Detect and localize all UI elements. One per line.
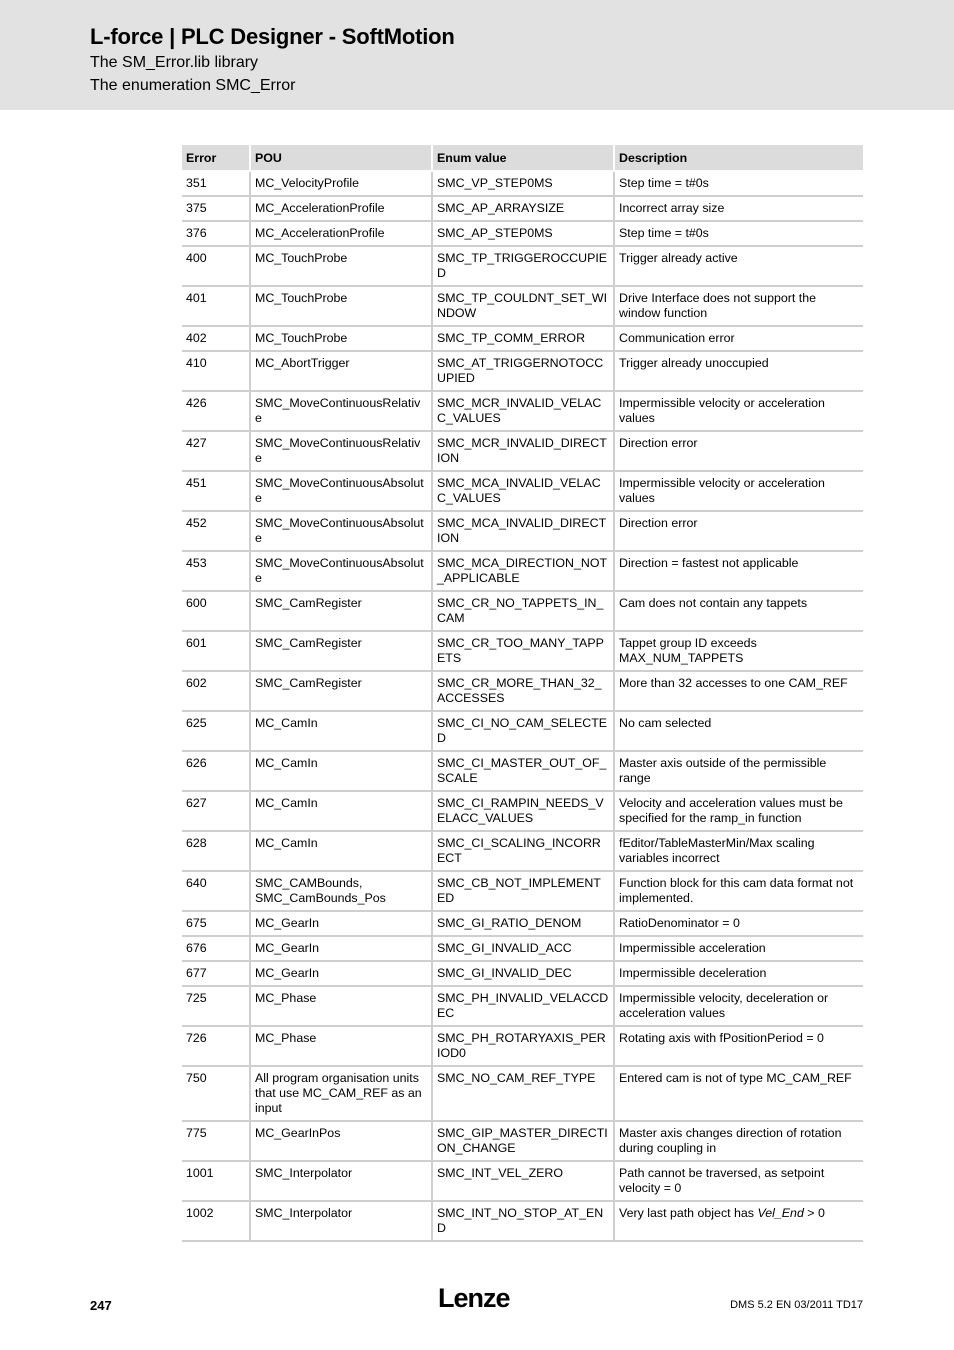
error-code-cell: 601	[182, 631, 250, 671]
pou-cell: MC_GearIn	[250, 936, 432, 961]
enum-value-cell: SMC_AT_TRIGGERNOTOCCUPIED	[432, 351, 614, 391]
page-number: 247	[90, 1298, 112, 1313]
pou-cell: MC_GearIn	[250, 961, 432, 986]
table-row	[182, 196, 863, 221]
description-cell: Trigger already unoccupied	[614, 351, 863, 391]
error-code-cell: 627	[182, 791, 250, 831]
error-code-cell: 625	[182, 711, 250, 751]
pou-cell: SMC_MoveContinuousAbsolute	[250, 471, 432, 511]
table-row	[182, 221, 863, 246]
table-row	[182, 671, 863, 711]
enum-value-cell: SMC_CI_SCALING_INCORRECT	[432, 831, 614, 871]
pou-cell: SMC_CamRegister	[250, 631, 432, 671]
pou-cell: MC_CamIn	[250, 831, 432, 871]
error-code-cell: 427	[182, 431, 250, 471]
description-cell: Very last path object has Vel_End > 0	[614, 1201, 863, 1241]
pou-cell: SMC_MoveContinuousAbsolute	[250, 511, 432, 551]
description-cell: RatioDenominator = 0	[614, 911, 863, 936]
error-code-cell: 750	[182, 1066, 250, 1121]
table-row	[182, 1066, 863, 1121]
document-title: L-force | PLC Designer - SoftMotion	[90, 24, 455, 49]
pou-cell: SMC_MoveContinuousAbsolute	[250, 551, 432, 591]
error-code-cell: 426	[182, 391, 250, 431]
column-header-description: Description	[614, 145, 863, 171]
page-header	[0, 0, 954, 110]
table-row	[182, 551, 863, 591]
description-cell: Communication error	[614, 326, 863, 351]
table-header-row	[182, 145, 863, 171]
description-cell: Direction error	[614, 511, 863, 551]
description-cell: Impermissible deceleration	[614, 961, 863, 986]
table-row	[182, 471, 863, 511]
table-row	[182, 286, 863, 326]
table-row	[182, 391, 863, 431]
enum-value-cell: SMC_PH_ROTARYAXIS_PERIOD0	[432, 1026, 614, 1066]
error-code-cell: 376	[182, 221, 250, 246]
table-row	[182, 986, 863, 1026]
pou-cell: SMC_CamRegister	[250, 671, 432, 711]
error-code-cell: 676	[182, 936, 250, 961]
pou-cell: MC_AccelerationProfile	[250, 196, 432, 221]
error-code-cell: 1002	[182, 1201, 250, 1241]
description-cell: Direction error	[614, 431, 863, 471]
description-cell: Tappet group ID exceeds MAX_NUM_TAPPETS	[614, 631, 863, 671]
document-reference: DMS 5.2 EN 03/2011 TD17	[730, 1299, 863, 1311]
enum-value-cell: SMC_TP_TRIGGEROCCUPIED	[432, 246, 614, 286]
pou-cell: MC_CamIn	[250, 751, 432, 791]
enum-value-cell: SMC_CI_RAMPIN_NEEDS_VELACC_VALUES	[432, 791, 614, 831]
description-cell: Entered cam is not of type MC_CAM_REF	[614, 1066, 863, 1121]
description-cell: No cam selected	[614, 711, 863, 751]
table-row	[182, 751, 863, 791]
table-row	[182, 246, 863, 286]
table-row	[182, 831, 863, 871]
pou-cell: MC_CamIn	[250, 711, 432, 751]
table-row	[182, 631, 863, 671]
pou-cell: MC_GearIn	[250, 911, 432, 936]
enum-value-cell: SMC_INT_VEL_ZERO	[432, 1161, 614, 1201]
pou-cell: MC_CamIn	[250, 791, 432, 831]
pou-cell: MC_GearInPos	[250, 1121, 432, 1161]
enum-value-cell: SMC_CR_MORE_THAN_32_ACCESSES	[432, 671, 614, 711]
table-row	[182, 431, 863, 471]
description-cell: Impermissible velocity or acceleration values	[614, 391, 863, 431]
description-cell: Incorrect array size	[614, 196, 863, 221]
pou-cell: MC_AccelerationProfile	[250, 221, 432, 246]
description-cell: fEditor/TableMasterMin/Max scaling variables incorrect	[614, 831, 863, 871]
error-code-cell: 600	[182, 591, 250, 631]
table-row	[182, 1161, 863, 1201]
table-row	[182, 936, 863, 961]
table-body	[182, 171, 863, 1241]
enum-value-cell: SMC_TP_COULDNT_SET_WINDOW	[432, 286, 614, 326]
error-code-cell: 410	[182, 351, 250, 391]
error-code-cell: 351	[182, 171, 250, 196]
description-cell: Impermissible acceleration	[614, 936, 863, 961]
pou-cell: MC_TouchProbe	[250, 326, 432, 351]
error-code-cell: 602	[182, 671, 250, 711]
column-header-enum-value: Enum value	[432, 145, 614, 171]
enum-value-cell: SMC_CR_TOO_MANY_TAPPETS	[432, 631, 614, 671]
column-header-pou: POU	[250, 145, 432, 171]
description-cell: Master axis outside of the permissible range	[614, 751, 863, 791]
pou-cell: MC_VelocityProfile	[250, 171, 432, 196]
enum-value-cell: SMC_MCA_DIRECTION_NOT_APPLICABLE	[432, 551, 614, 591]
enum-value-cell: SMC_MCA_INVALID_DIRECTION	[432, 511, 614, 551]
table-row	[182, 326, 863, 351]
enum-value-cell: SMC_CI_MASTER_OUT_OF_SCALE	[432, 751, 614, 791]
description-cell: Step time = t#0s	[614, 171, 863, 196]
enum-value-cell: SMC_CI_NO_CAM_SELECTED	[432, 711, 614, 751]
error-code-cell: 640	[182, 871, 250, 911]
error-code-cell: 400	[182, 246, 250, 286]
enum-value-cell: SMC_GI_RATIO_DENOM	[432, 911, 614, 936]
description-cell: Function block for this cam data format not implemented.	[614, 871, 863, 911]
description-cell: Impermissible velocity, deceleration or acceleration values	[614, 986, 863, 1026]
table-row	[182, 1121, 863, 1161]
pou-cell: MC_TouchProbe	[250, 246, 432, 286]
enum-value-cell: SMC_CR_NO_TAPPETS_IN_CAM	[432, 591, 614, 631]
enum-value-cell: SMC_AP_ARRAYSIZE	[432, 196, 614, 221]
table-row	[182, 591, 863, 631]
description-cell: Master axis changes direction of rotation during coupling in	[614, 1121, 863, 1161]
pou-cell: SMC_Interpolator	[250, 1161, 432, 1201]
lenze-logo: Lenze	[438, 1283, 510, 1313]
description-cell: Trigger already active	[614, 246, 863, 286]
error-code-cell: 775	[182, 1121, 250, 1161]
description-cell: Drive Interface does not support the window function	[614, 286, 863, 326]
error-code-cell: 401	[182, 286, 250, 326]
enum-value-cell: SMC_INT_NO_STOP_AT_END	[432, 1201, 614, 1241]
table-row	[182, 1026, 863, 1066]
description-cell: Rotating axis with fPositionPeriod = 0	[614, 1026, 863, 1066]
table-row	[182, 511, 863, 551]
enum-value-cell: SMC_GIP_MASTER_DIRECTION_CHANGE	[432, 1121, 614, 1161]
pou-cell: MC_TouchProbe	[250, 286, 432, 326]
enum-value-cell: SMC_AP_STEP0MS	[432, 221, 614, 246]
table-row	[182, 791, 863, 831]
pou-cell: SMC_MoveContinuousRelative	[250, 391, 432, 431]
table-row	[182, 871, 863, 911]
chapter-title: The SM_Error.lib library	[90, 54, 259, 71]
error-code-cell: 453	[182, 551, 250, 591]
table-row	[182, 961, 863, 986]
enum-value-cell: SMC_MCA_INVALID_VELACC_VALUES	[432, 471, 614, 511]
section-title: The enumeration SMC_Error	[90, 77, 296, 94]
error-code-cell: 726	[182, 1026, 250, 1066]
pou-cell: MC_AbortTrigger	[250, 351, 432, 391]
enum-value-cell: SMC_MCR_INVALID_DIRECTION	[432, 431, 614, 471]
error-code-cell: 626	[182, 751, 250, 791]
enum-value-cell: SMC_NO_CAM_REF_TYPE	[432, 1066, 614, 1121]
enum-value-cell: SMC_GI_INVALID_DEC	[432, 961, 614, 986]
error-code-cell: 677	[182, 961, 250, 986]
pou-cell: MC_Phase	[250, 986, 432, 1026]
error-code-cell: 451	[182, 471, 250, 511]
description-cell: Cam does not contain any tappets	[614, 591, 863, 631]
table-row	[182, 1201, 863, 1241]
pou-cell: SMC_MoveContinuousRelative	[250, 431, 432, 471]
pou-cell: SMC_Interpolator	[250, 1201, 432, 1241]
pou-cell: All program organisation units that use MC_CAM_REF as an input	[250, 1066, 432, 1121]
error-table	[182, 145, 863, 1242]
description-cell: Direction = fastest not applicable	[614, 551, 863, 591]
description-cell: More than 32 accesses to one CAM_REF	[614, 671, 863, 711]
error-code-cell: 402	[182, 326, 250, 351]
description-cell: Path cannot be traversed, as setpoint velocity = 0	[614, 1161, 863, 1201]
enum-value-cell: SMC_PH_INVALID_VELACCDEC	[432, 986, 614, 1026]
enum-value-cell: SMC_GI_INVALID_ACC	[432, 936, 614, 961]
enum-value-cell: SMC_TP_COMM_ERROR	[432, 326, 614, 351]
pou-cell: SMC_CAMBounds, SMC_CamBounds_Pos	[250, 871, 432, 911]
description-cell: Velocity and acceleration values must be specified for the ramp_in function	[614, 791, 863, 831]
error-code-cell: 452	[182, 511, 250, 551]
table-row	[182, 911, 863, 936]
table-row	[182, 351, 863, 391]
column-header-error: Error	[182, 145, 250, 171]
enum-value-cell: SMC_MCR_INVALID_VELACC_VALUES	[432, 391, 614, 431]
error-code-cell: 1001	[182, 1161, 250, 1201]
error-code-cell: 725	[182, 986, 250, 1026]
table-row	[182, 711, 863, 751]
enum-value-cell: SMC_VP_STEP0MS	[432, 171, 614, 196]
error-code-cell: 675	[182, 911, 250, 936]
error-code-cell: 375	[182, 196, 250, 221]
description-cell: Step time = t#0s	[614, 221, 863, 246]
error-code-cell: 628	[182, 831, 250, 871]
enum-value-cell: SMC_CB_NOT_IMPLEMENTED	[432, 871, 614, 911]
table-row	[182, 171, 863, 196]
pou-cell: SMC_CamRegister	[250, 591, 432, 631]
description-cell: Impermissible velocity or acceleration values	[614, 471, 863, 511]
pou-cell: MC_Phase	[250, 1026, 432, 1066]
